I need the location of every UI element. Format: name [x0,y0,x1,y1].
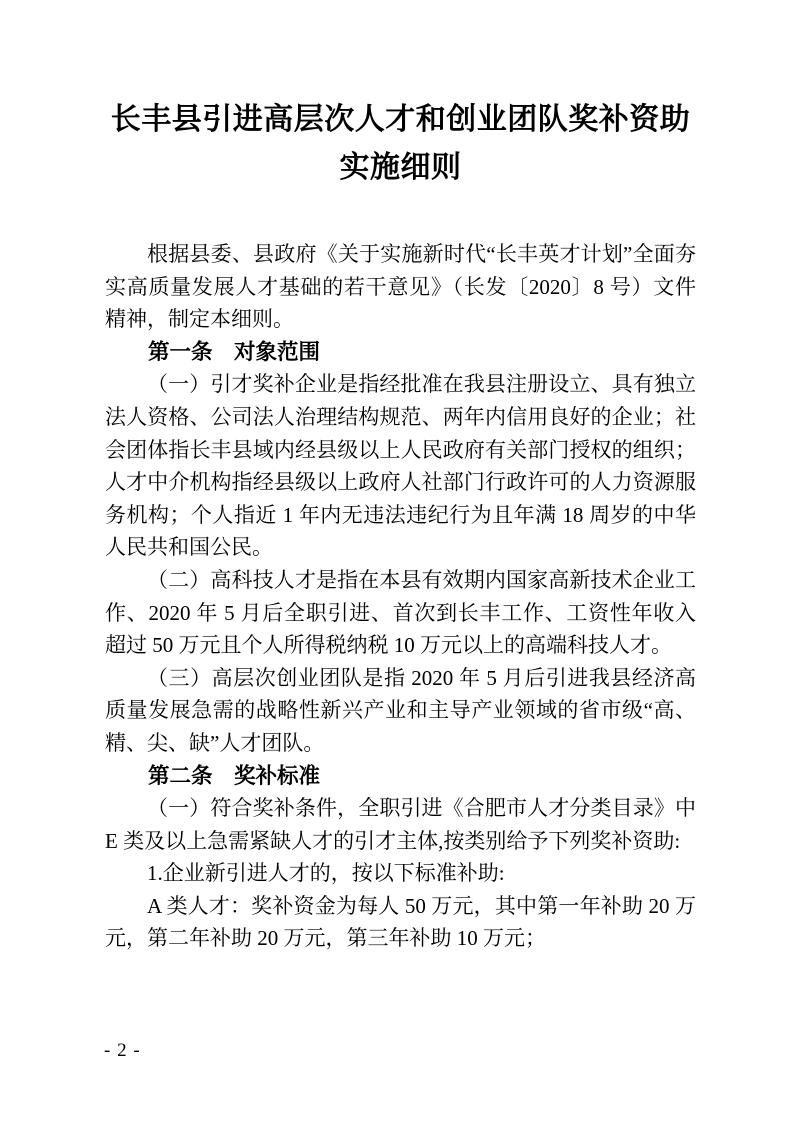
paragraph-article2-subitem1: 1.企业新引进人才的，按以下标准补助: [147,861,505,886]
document-body [105,238,696,955]
document-title [105,96,696,192]
paragraph-article2-item1: （一）符合奖补条件，全职引进《合肥市人才分类目录》中 E 类及以上急需紧缺人才的引才主体,按类别给予下列奖补资助: [105,796,696,853]
paragraph-article1-item3: （三）高层次创业团队是指 2020 年 5 月后引进我县经济高质量发展急需的战略性新兴产业和主导产业领域的省市级“高、精、尖、缺”人才团队。 [105,665,696,755]
paragraph-article2-class-a: A 类人才：奖补资金为每人 50 万元，其中第一年补助 20 万元，第二年补助 20 万元，第三年补助 10 万元； [105,893,696,951]
paragraph-article1-item2: （二）高科技人才是指在本县有效期内国家高新技术企业工作、2020 年 5 月后全职引进、首次到长丰工作、工资性年收入超过 50 万元且个人所得税纳税 10 万元以上的高端科技人才。 [105,567,696,658]
page-number: - 2 - [104,1040,141,1061]
document-title-line1: 长丰县引进高层次人才和创业团队奖补资助 [110,103,691,136]
document-title-line2: 实施细则 [339,151,462,184]
section-heading-article-1: 第一条 对象范围 [148,339,321,364]
paragraph-intro: 根据县委、县政府《关于实施新时代“长丰英才计划”全面夯实高质量发展人才基础的若干意见》（长发〔2020〕8 号）文件精神，制定本细则。 [105,242,696,332]
paragraph-article1-item1: （一）引才奖补企业是指经批准在我县注册设立、具有独立法人资格、公司法人治理结构规范、两年内信用良好的企业；社会团体指长丰县域内经县级以上人民政府有关部门授权的组织；人才中介机构指经县级以上政府人社部门行政许可的人力资源服务机构；个人指近 1 年内无违法违纪行为且年满 18 周岁的中华人民共和国公民。 [105,372,696,560]
section-heading-article-2: 第二条 奖补标准 [148,763,321,788]
